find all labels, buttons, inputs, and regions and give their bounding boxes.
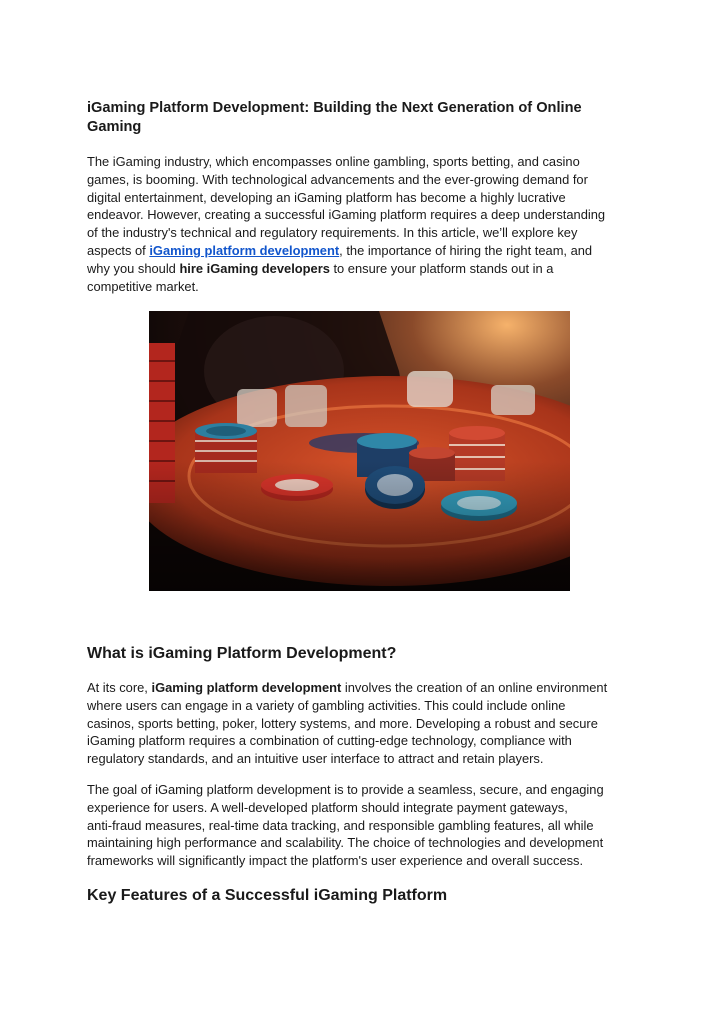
casino-chips-image (149, 311, 570, 591)
section-heading-key-features: Key Features of a Successful iGaming Platform (87, 887, 448, 904)
hire-developers-emphasis: hire iGaming developers (179, 260, 330, 276)
what-is-paragraph-2: The goal of iGaming platform development is to provide a seamless, secure, and engaging experience for users. A well-developed platform should integrate payment gateways, anti-fraud measures, real-time data tracking, and responsible gambling features, all while maintaining high performance and scalability. The choice of technologies and development frameworks will significantly impact the platform's user experience and overall success. (87, 782, 604, 869)
section-heading-what-is: What is iGaming Platform Development? (87, 645, 397, 662)
what-is-paragraph-1: At its core, iGaming platform development involves the creation of an online environment where users can engage in a variety of gambling activities. This could include online casinos, sports betting, poker, lottery systems, and more. Developing a robust and secure iGaming platform requires a combination of cutting-edge technology, compliance with regulatory standards, and an intuitive user interface to attract and retain players. (87, 680, 608, 767)
intro-paragraph: The iGaming industry, which encompasses online gambling, sports betting, and casino games, is booming. With technological advancements and the ever-growing demand for digital entertainment, developing an iGaming platform has become a highly lucrative endeavor. However, creating a successful iGaming platform requires a deep understanding of the industry's technical and regulatory requirements. In this article, we’ll explore key aspects of iGaming platform development, the importance of hiring the right team, and why you should hire iGaming developers to ensure your platform stands out in a competitive market. (87, 154, 606, 294)
igaming-platform-development-link[interactable]: iGaming platform development (149, 242, 340, 258)
page-title: iGaming Platform Development: Building the Next Generation of Online Gaming (87, 100, 582, 135)
casino-chips-photo-icon (149, 311, 570, 591)
